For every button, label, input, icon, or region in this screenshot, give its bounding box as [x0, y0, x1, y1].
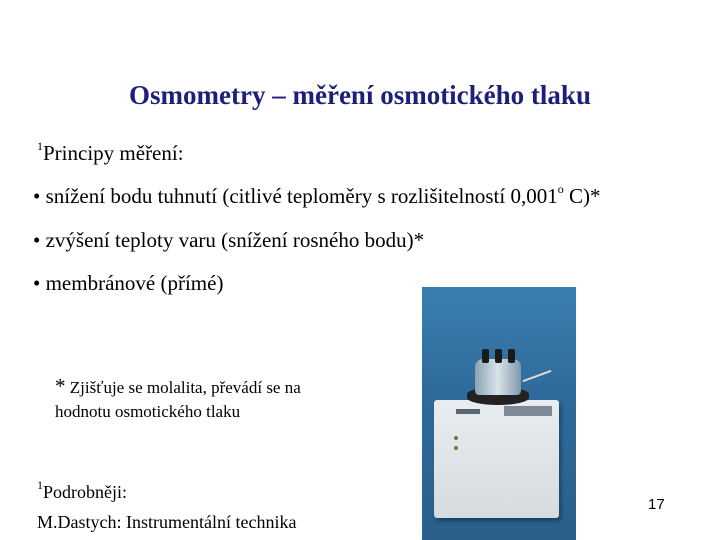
note-line-1-text: Zjišťuje se molalita, převádí se na: [65, 378, 301, 397]
note-asterisk: *: [55, 374, 66, 398]
cell-knob: [508, 349, 515, 363]
cell-knob: [495, 349, 502, 363]
device-body: [434, 400, 559, 518]
degree-symbol: o: [557, 182, 564, 196]
model-plate: [504, 406, 552, 416]
details-label: [37, 480, 127, 503]
reference-citation: M.Dastych: Instrumentální technika: [37, 512, 297, 532]
measuring-cell: [475, 359, 521, 395]
cell-knob: [482, 349, 489, 363]
osmometer-photo: [422, 287, 576, 540]
page-number: 17: [648, 496, 665, 513]
note-line-1: [55, 374, 301, 399]
brand-plate: [456, 409, 480, 414]
bullet-text: • snížení bodu tuhnutí (citlivé teploměry s rozlišitelností 0,001: [33, 184, 558, 208]
slide-title: Osmometry – měření osmotického tlaku: [129, 80, 591, 110]
bullet-freezing-point: [33, 184, 600, 209]
bullet-tail: C)*: [563, 184, 601, 208]
footnote-marker: 1: [37, 139, 43, 153]
cable: [523, 370, 552, 382]
principles-heading: [37, 141, 184, 166]
bullet-boiling-point: • zvýšení teploty varu (snížení rosného bodu)*: [33, 228, 425, 252]
indicator-light: [454, 446, 458, 450]
indicator-light: [454, 436, 458, 440]
details-label-text: Podrobněji:: [43, 482, 127, 502]
bullet-membrane: • membránové (přímé): [33, 271, 224, 295]
principles-heading-text: Principy měření:: [43, 141, 184, 165]
details-marker: 1: [37, 478, 43, 492]
note-line-2: hodnotu osmotického tlaku: [55, 402, 241, 421]
